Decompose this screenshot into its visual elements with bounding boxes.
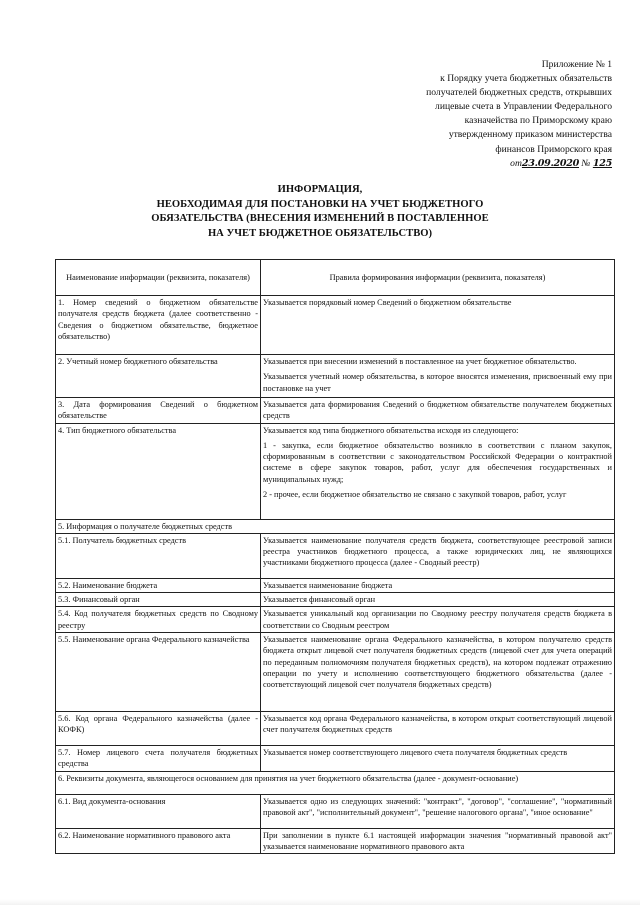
info-rule-cell <box>261 828 615 854</box>
table-row <box>56 712 615 746</box>
table-row <box>56 633 615 712</box>
info-rule-cell <box>261 794 615 828</box>
rule-paragraph: Указывается одно из следующих значений: "контракт", "договор", "соглашение", "нормативный правовой акт", "исполнительный документ", "решение налогового органа", "иное основание" <box>263 796 612 817</box>
info-table <box>55 259 615 854</box>
info-name-cell: 5.2. Наименование бюджета <box>56 578 261 592</box>
rule-paragraph: Указывается номер соответствующего лицевого счета получателя бюджетных средств <box>263 748 568 758</box>
document-title <box>0 183 640 241</box>
table-row <box>56 593 615 607</box>
info-rule-cell <box>261 593 615 607</box>
appendix-line: казначейства по Приморскому краю <box>464 115 612 127</box>
table-row <box>56 607 615 633</box>
rule-paragraph: Указывается наименование получателя средств бюджета, соответствующее реестровой записи реестра участников бюджетного процесса, а также юридических лиц, не являющихся участниками бюджетного процесса (далее - Сводный реестр) <box>263 535 612 568</box>
info-name-cell: 5.6. Код органа Федерального казначейства (далее - КОФК) <box>56 712 261 746</box>
number-prefix: № <box>581 157 591 169</box>
table-row <box>56 296 615 355</box>
table-row <box>56 398 615 424</box>
rule-paragraph: Указывается уникальный код организации по Сводному реестру получателя средств бюджета в соответствии со Сводным реестром <box>263 609 612 630</box>
info-rule-cell <box>261 423 615 519</box>
order-date-line <box>372 157 612 171</box>
info-name-cell: 5.1. Получатель бюджетных средств <box>56 533 261 578</box>
info-rule-cell <box>261 398 615 424</box>
order-date: 23.09.2020 <box>521 157 579 169</box>
rule-paragraph: 1 - закупка, если бюджетное обязательство возникло в соответствии с планом закупок, сформированным в соответствии с законодательством Российской Федерации о контрактной системе в сфере закупок товаров, работ, услуг для обеспечения государственных и муниципальных нужд; <box>263 440 612 484</box>
info-name-cell: 6.2. Наименование нормативного правового акта <box>56 828 261 854</box>
rule-paragraph: Указывается наименование органа Федерального казначейства, в котором получателю средств бюджета открыт лицевой счет получателя бюджетных средств (лицевой счет для учета операций по переданным полномочиям получателя бюджетных средств), на котором подлежат отражению операции по учету и исполнению соответствующего бюджетного обязательства (далее - соответствующий лицевой счет получателя бюджетных средств) <box>263 635 612 690</box>
table-row <box>56 828 615 854</box>
rule-paragraph: Указывается дата формирования Сведений о бюджетном обязательстве получателем бюджетных средств <box>263 400 612 421</box>
info-rule-cell <box>261 633 615 712</box>
appendix-line: финансов Приморского края <box>495 143 612 155</box>
table-row <box>56 355 615 398</box>
info-rule-cell <box>261 607 615 633</box>
info-name-cell: 1. Номер сведений о бюджетном обязательстве получателя средств бюджета (далее соответственно - Сведения о бюджетном обязательстве, бюджетное обязательство) <box>56 296 261 355</box>
appendix-line: лицевые счета в Управлении Федерального <box>435 101 612 113</box>
appendix-line: получателей бюджетных средств, открывших <box>426 87 612 99</box>
title-line: ОБЯЗАТЕЛЬСТВА (ВНЕСЕНИЯ ИЗМЕНЕНИЙ В ПОСТАВЛЕННОЕ <box>151 213 489 225</box>
info-name-cell: 6.1. Вид документа-основания <box>56 794 261 828</box>
title-line: НЕОБХОДИМАЯ ДЛЯ ПОСТАНОВКИ НА УЧЕТ БЮДЖЕТНОГО <box>156 198 484 210</box>
rule-paragraph: Указывается код органа Федерального казначейства, в котором открыт соответствующий лицевой счет получателя бюджетных средств <box>263 714 612 735</box>
rule-paragraph: Указывается учетный номер обязательства, в которое вносятся изменения, присвоенный ему при постановке на учет <box>263 372 612 393</box>
header-cell-rule: Правила формирования информации (реквизита, показателя) <box>261 260 615 296</box>
section-heading-cell: 6. Реквизиты документа, являющегося основанием для принятия на учет бюджетного обязательства (далее - документ-основание) <box>56 771 615 794</box>
table-row <box>56 794 615 828</box>
table-header-row <box>56 260 615 296</box>
order-number: 125 <box>592 157 612 169</box>
info-rule-cell <box>261 533 615 578</box>
info-name-cell: 4. Тип бюджетного обязательства <box>56 423 261 519</box>
table-row <box>56 533 615 578</box>
info-name-cell: 5.3. Финансовый орган <box>56 593 261 607</box>
appendix-line: к Порядку учета бюджетных обязательств <box>440 73 612 85</box>
rule-paragraph: Указывается код типа бюджетного обязательства исходя из следующего: <box>263 425 519 435</box>
table-row <box>56 578 615 592</box>
info-name-cell: 5.5. Наименование органа Федерального казначейства <box>56 633 261 712</box>
info-name-cell: 5.7. Номер лицевого счета получателя бюджетных средства <box>56 746 261 772</box>
info-name-cell: 2. Учетный номер бюджетного обязательства <box>56 355 261 398</box>
rule-paragraph: Указывается порядковый номер Сведений о бюджетном обязательстве <box>263 298 512 307</box>
table-row <box>56 746 615 772</box>
rule-paragraph: Указывается финансовый орган <box>263 595 376 605</box>
info-rule-cell <box>261 746 615 772</box>
title-line: ИНФОРМАЦИЯ, <box>277 184 363 195</box>
date-prefix: от <box>510 157 522 169</box>
table-row <box>56 519 615 533</box>
info-name-cell: 5.4. Код получателя бюджетных средств по Сводному реестру <box>56 607 261 633</box>
rule-paragraph: Указывается при внесении изменений в поставленное на учет бюджетное обязательство. <box>263 357 577 366</box>
rule-paragraph: При заполнении в пункте 6.1 настоящей информации значения "нормативный правовой акт" указывается наименование нормативного правового акта <box>263 830 612 851</box>
table-row <box>56 771 615 794</box>
info-rule-cell <box>261 296 615 355</box>
header-cell-name: Наименование информации (реквизита, показателя) <box>56 260 261 296</box>
section-heading-cell: 5. Информация о получателе бюджетных средств <box>56 519 615 533</box>
scan-edge <box>0 899 640 905</box>
appendix-block <box>372 58 612 171</box>
rule-paragraph: 2 - прочее, если бюджетное обязательство не связано с закупкой товаров, работ, услуг <box>263 490 567 500</box>
info-rule-cell <box>261 355 615 398</box>
appendix-line: утвержденному приказом министерства <box>448 129 612 141</box>
info-rule-cell <box>261 578 615 592</box>
table-row <box>56 423 615 519</box>
info-rule-cell <box>261 712 615 746</box>
appendix-line: Приложение № 1 <box>541 59 612 70</box>
info-name-cell: 3. Дата формирования Сведений о бюджетном обязательстве <box>56 398 261 424</box>
rule-paragraph: Указывается наименование бюджета <box>263 580 393 590</box>
title-line: НА УЧЕТ БЮДЖЕТНОЕ ОБЯЗАТЕЛЬСТВО) <box>207 227 433 239</box>
